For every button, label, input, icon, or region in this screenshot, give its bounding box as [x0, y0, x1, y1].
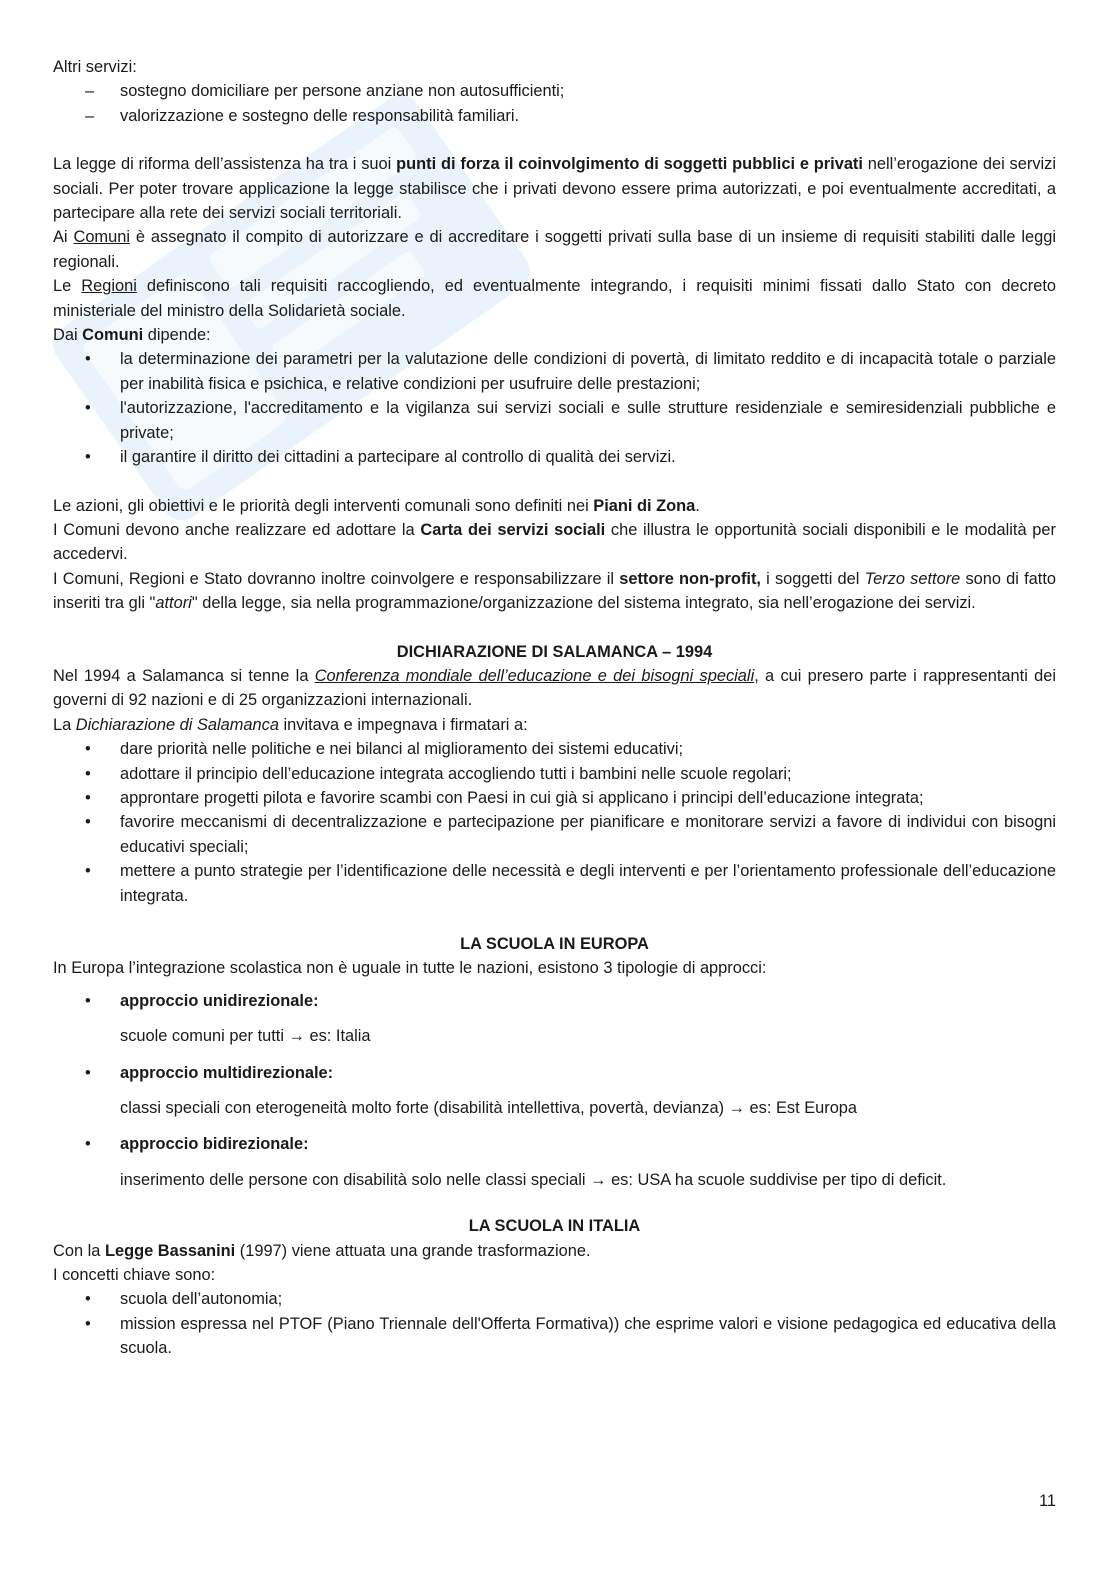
list-item: • approntare progetti pilota e favorire scambi con Paesi in cui già si applicano i principi dell’educazione integrata;: [53, 786, 1056, 810]
salamanca-list: [53, 737, 1056, 908]
dot-bullet: •: [85, 1290, 91, 1309]
list-item: • dare priorità nelle politiche e nei bilanci al miglioramento dei sistemi educativi;: [53, 737, 1056, 761]
list-item: – valorizzazione e sostegno delle responsabilità familiari.: [53, 104, 1056, 128]
paragraph-nonprofit: I Comuni, Regioni e Stato dovranno inoltre coinvolgere e responsabilizzare il settore non-profit, i soggetti del Terzo settore sono di fatto inseriti tra gli "attori" della legge, sia nella programmazione/organizzazione del sistema integrato, sia nell’erogazione dei servizi.: [53, 569, 1056, 613]
paragraph-riforma: La legge di riforma dell’assistenza ha tra i suoi punti di forza il coinvolgimento di soggetti pubblici e privati nell’erogazione dei servizi sociali. Per poter trovare applicazione la legge stabilisce che i privati devono essere prima autorizzati, e poi eventualmente accreditati, a partecipare alla rete dei servizi sociali territoriali.: [53, 155, 1056, 223]
dash-bullet: –: [85, 106, 95, 125]
list-item: • mettere a punto strategie per l’identificazione delle necessità e degli interventi e per l’orientamento professionale dell’educazione integrata.: [53, 859, 1056, 908]
page-number: 11: [1038, 1492, 1056, 1510]
approcci-list: [53, 989, 1056, 1013]
dot-bullet: •: [85, 399, 91, 418]
heading-europa: LA SCUOLA IN EUROPA: [460, 935, 649, 953]
dot-bullet: •: [85, 1135, 91, 1154]
list-item: • il garantire il diritto dei cittadini a partecipare al controllo di qualità dei servizi.: [53, 445, 1056, 469]
dot-bullet: •: [85, 764, 91, 783]
list-item: • approccio bidirezionale:: [53, 1132, 1056, 1156]
list-item: • approccio multidirezionale:: [53, 1061, 1056, 1085]
paragraph-salamanca-1: Nel 1994 a Salamanca si tenne la Conferenza mondiale dell’educazione e dei bisogni speciali, a cui presero parte i rappresentanti dei governi di 92 nazioni e di 25 organizzazioni internazionali.: [53, 666, 1056, 710]
altri-servizi-list: [53, 79, 1056, 128]
list-item: • mission espressa nel PTOF (Piano Triennale dell'Offerta Formativa)) che esprime valori e visione pedagogica ed educativa della scuola.: [53, 1312, 1056, 1361]
list-item: • la determinazione dei parametri per la valutazione delle condizioni di povertà, di limitato reddito e di incapacità totale o parziale per inabilità fisica e psichica, e relative condizioni per usufruire delle prestazioni;: [53, 347, 1056, 396]
dot-bullet: •: [85, 350, 91, 369]
comuni-list: [53, 347, 1056, 469]
dot-bullet: •: [85, 788, 91, 807]
heading-italia: LA SCUOLA IN ITALIA: [468, 1217, 641, 1236]
italia-list: [53, 1287, 1056, 1360]
paragraph-carta: I Comuni devono anche realizzare ed adottare la Carta dei servizi sociali che illustra le opportunità sociali disponibili e le modalità per accedervi.: [53, 520, 1056, 564]
approccio-desc: scuole comuni per tutti → es: Italia: [120, 1027, 371, 1046]
paragraph-europa-intro: In Europa l’integrazione scolastica non è uguale in tutte le nazioni, esistono 3 tipologie di approcci:: [53, 959, 767, 978]
section-title: Altri servizi:: [53, 58, 137, 76]
document-page: [53, 55, 1056, 1361]
approccio-desc: classi speciali con eterogeneità molto forte (disabilità intellettiva, povertà, devianza) → es: Est Europa: [120, 1099, 858, 1118]
paragraph-italia-2: I concetti chiave sono:: [53, 1266, 216, 1285]
dot-bullet: •: [85, 813, 91, 832]
approccio-desc: inserimento delle persone con disabilità solo nelle classi speciali → es: USA ha scuole suddivise per tipo di deficit.: [120, 1170, 947, 1189]
list-item: • favorire meccanismi di decentralizzazione e partecipazione per pianificare e monitorare servizi a favore di individui con bisogni educativi speciali;: [53, 810, 1056, 859]
dot-bullet: •: [85, 1063, 91, 1082]
paragraph-italia-1: Con la Legge Bassanini (1997) viene attuata una grande trasformazione.: [53, 1241, 591, 1260]
paragraph-comuni: Ai Comuni è assegnato il compito di autorizzare e di accreditare i soggetti privati sulla base di un insieme di requisiti stabiliti dalle leggi regionali.: [53, 228, 1056, 271]
dot-bullet: •: [85, 740, 91, 759]
list-item: • adottare il principio dell’educazione integrata accogliendo tutti i bambini nelle scuole regolari;: [53, 762, 1056, 786]
dot-bullet: •: [85, 448, 91, 467]
paragraph-salamanca-2: La Dichiarazione di Salamanca invitava e impegnava i firmatari a:: [53, 715, 528, 734]
paragraph-dai-comuni: Dai Comuni dipende:: [53, 326, 211, 345]
heading-salamanca: DICHIARAZIONE DI SALAMANCA – 1994: [396, 642, 713, 661]
dot-bullet: •: [85, 862, 91, 881]
list-item: • l'autorizzazione, l'accreditamento e la vigilanza sui servizi sociali e sulle strutture residenziale e semiresidenziali pubbliche e private;: [53, 396, 1056, 445]
paragraph-regioni: Le Regioni definiscono tali requisiti raccogliendo, ed eventualmente integrando, i requisiti minimi fissati dallo Stato con decreto ministeriale del ministro della Solidarietà sociale.: [53, 277, 1056, 320]
list-item: • approccio unidirezionale:: [53, 989, 1056, 1013]
dot-bullet: •: [85, 1314, 91, 1333]
list-item: – sostegno domiciliare per persone anziane non autosufficienti;: [53, 79, 1056, 103]
list-item: • scuola dell’autonomia;: [53, 1287, 1056, 1311]
dot-bullet: •: [85, 991, 91, 1010]
dash-bullet: –: [85, 82, 95, 101]
paragraph-piani: Le azioni, gli obiettivi e le priorità degli interventi comunali sono definiti nei Piani di Zona.: [53, 496, 700, 515]
